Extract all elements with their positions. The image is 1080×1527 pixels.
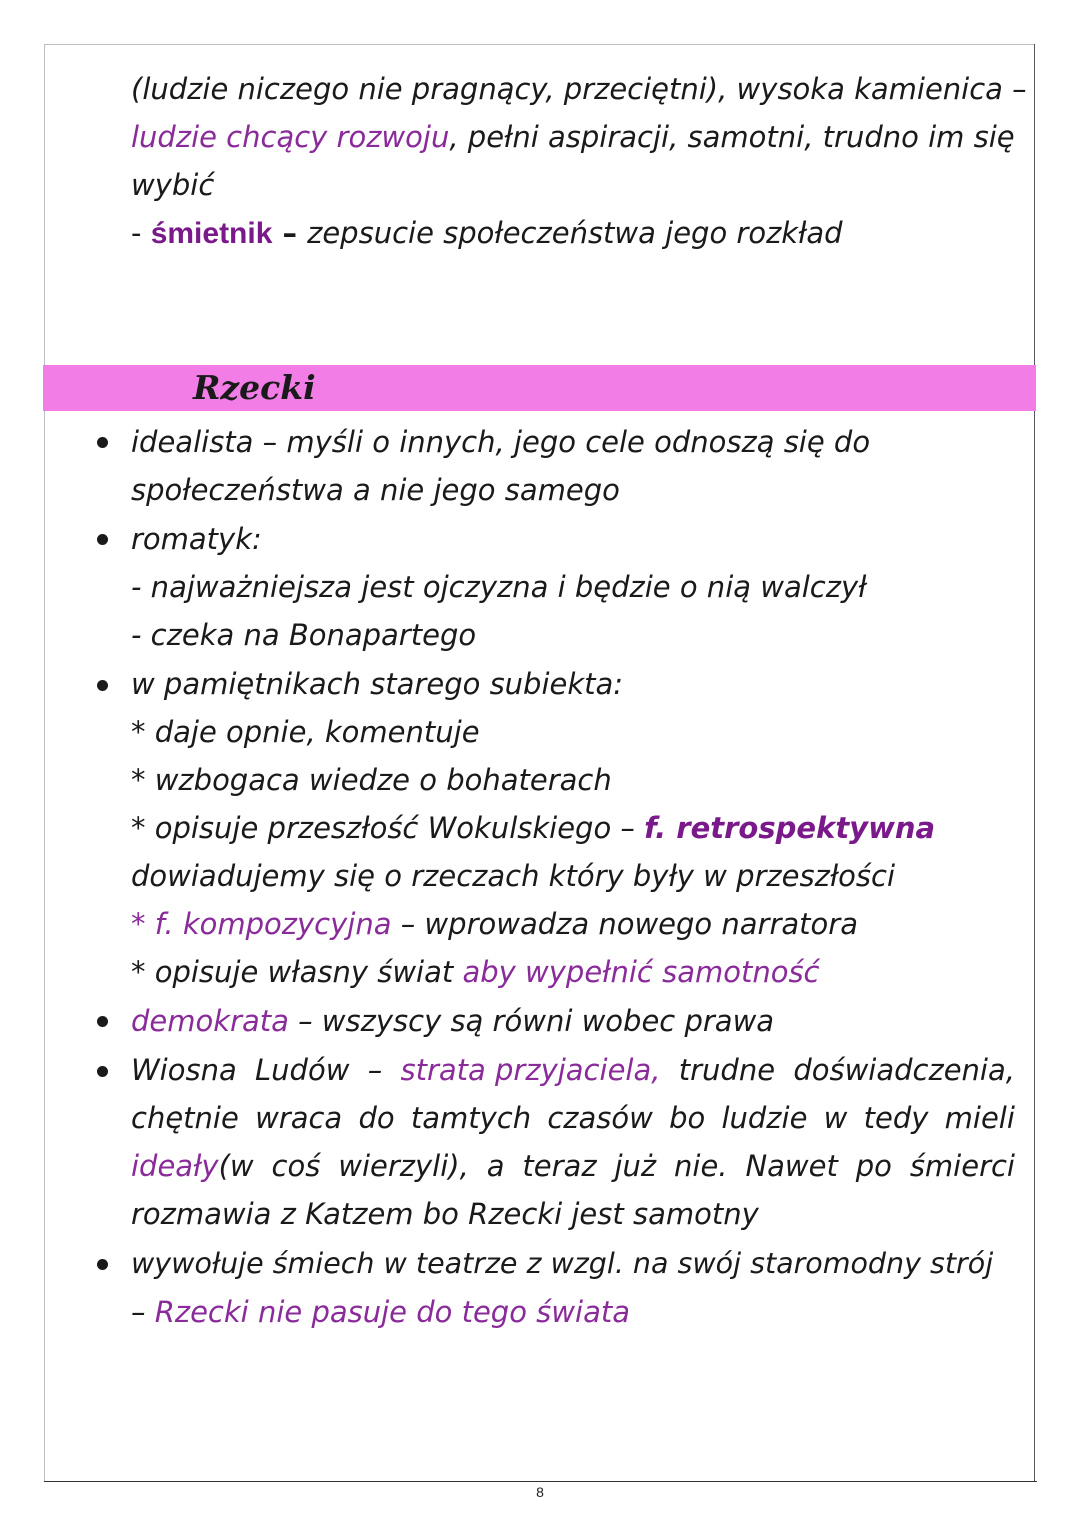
word: do xyxy=(358,1101,395,1135)
bullet-dot xyxy=(97,534,108,545)
dash-text: – xyxy=(272,216,308,250)
word: chętnie xyxy=(131,1101,239,1135)
term-idealy: ideały xyxy=(131,1149,219,1183)
bullet-5-line-1 xyxy=(131,1046,1015,1094)
word: w xyxy=(823,1101,848,1135)
bullet-text: idealista – myśli o innych, jego cele odnoszą się do xyxy=(131,425,871,459)
bullet-dot xyxy=(97,1016,108,1027)
bullet-text: społeczeństwa a nie jego samego xyxy=(131,473,620,507)
word: Nawet xyxy=(745,1149,838,1183)
bullet-3-line-6 xyxy=(131,900,858,948)
section-title: Rzecki xyxy=(193,368,316,407)
bullet-text: – wszyscy są równi wobec prawa xyxy=(288,1004,775,1038)
bullet-2-line-2 xyxy=(131,563,866,611)
word: już xyxy=(614,1149,657,1183)
bullet-text: wywołuje śmiech w teatrze z wzgl. na swój staromodny strój xyxy=(131,1247,994,1280)
bullet-3-line-4 xyxy=(131,804,935,852)
bullet-text: - czeka na Bonapartego xyxy=(131,618,477,652)
word: po xyxy=(855,1149,892,1183)
word: tamtych xyxy=(410,1101,532,1135)
page-frame-right-edge xyxy=(1034,44,1035,1482)
word: coś xyxy=(271,1149,321,1183)
bullet-3-line-7 xyxy=(131,948,820,996)
bullet-3-line-5 xyxy=(131,852,895,900)
word: doświadczenia, xyxy=(793,1053,1015,1087)
term-kompozycyjna: * f. kompozycyjna xyxy=(131,907,392,941)
intro-text: zepsucie społeczeństwa jego rozkład xyxy=(307,216,843,250)
term-smietnik: śmietnik xyxy=(150,217,273,250)
bullet-dot xyxy=(97,1259,108,1270)
highlight-text: Rzecki nie pasuje do tego świata xyxy=(154,1295,630,1329)
intro-line-3 xyxy=(131,161,214,209)
bullet-text: rozmawia z Katzem bo Rzecki jest samotny xyxy=(131,1197,759,1231)
dash-text: - xyxy=(131,216,151,250)
bullet-5-line-3 xyxy=(131,1142,1015,1190)
bullet-text: romatyk: xyxy=(131,522,262,556)
bullet-3-line-2 xyxy=(131,708,480,756)
page-number: 8 xyxy=(536,1484,544,1500)
word: teraz xyxy=(522,1149,597,1183)
term-retrospektywna: f. retrospektywna xyxy=(644,811,936,845)
bullet-1-line-2 xyxy=(131,466,620,514)
bullet-text: * daje opnie, komentuje xyxy=(131,715,480,749)
intro-text: , pełni aspiracji, samotni, trudno im się xyxy=(449,120,1015,154)
word: czasów xyxy=(547,1101,653,1135)
bullet-5-line-4 xyxy=(131,1190,759,1238)
bullet-text: * opisuje przeszłość Wokulskiego – xyxy=(131,811,645,845)
intro-text: (ludzie niczego nie pragnący, przeciętni), wysoka kamienica – xyxy=(131,72,1027,106)
intro-line-4 xyxy=(131,209,843,258)
bullet-text: - najważniejsza jest ojczyzna i będzie o nią walczył xyxy=(131,570,867,604)
word: Ludów xyxy=(255,1053,350,1087)
word: ludzie xyxy=(721,1101,808,1135)
bullet-text: – wprowadza nowego narratora xyxy=(391,907,858,941)
word: śmierci xyxy=(909,1149,1015,1183)
bullet-5-line-2 xyxy=(131,1094,1015,1142)
word: wierzyli), xyxy=(338,1149,469,1183)
bullet-dot xyxy=(97,680,108,691)
intro-line-1 xyxy=(131,65,1027,113)
bullet-2-line-3 xyxy=(131,611,476,659)
word: – xyxy=(367,1053,383,1087)
bullet-text: w pamiętnikach starego subiekta: xyxy=(131,667,624,701)
bullet-text: * opisuje własny świat xyxy=(131,955,463,989)
bullet-2-line-1 xyxy=(131,515,262,563)
word: wraca xyxy=(255,1101,343,1135)
bullet-6-line-1 xyxy=(131,1240,993,1288)
word: tedy xyxy=(863,1101,929,1135)
intro-text: wybić xyxy=(131,168,215,202)
bullet-3-line-3 xyxy=(131,756,612,804)
word: mieli xyxy=(944,1101,1015,1135)
bullet-dot xyxy=(97,437,108,448)
word: nie. xyxy=(674,1149,728,1183)
bullet-6-line-2 xyxy=(131,1288,630,1336)
dash-text: – xyxy=(131,1295,155,1329)
word: (w xyxy=(218,1149,254,1183)
word: a xyxy=(486,1149,505,1183)
section-banner xyxy=(43,365,1036,411)
bullet-dot xyxy=(97,1066,108,1077)
bullet-text: * wzbogaca wiedze o bohaterach xyxy=(131,763,612,797)
word: bo xyxy=(669,1101,706,1135)
highlight-text: ludzie chcący rozwoju xyxy=(131,120,450,154)
word: trudne xyxy=(678,1053,776,1087)
highlight-text: strata przyjaciela, xyxy=(400,1053,661,1087)
bullet-3-line-1 xyxy=(131,660,623,708)
highlight-text: aby wypełnić samotność xyxy=(462,955,820,989)
word: Wiosna xyxy=(131,1053,237,1087)
bullet-1-line-1 xyxy=(131,418,870,466)
bullet-4-line-1 xyxy=(131,997,774,1045)
term-demokrata: demokrata xyxy=(131,1004,289,1038)
bullet-text: dowiadujemy się o rzeczach który były w przeszłości xyxy=(131,859,895,893)
intro-line-2 xyxy=(131,113,1015,161)
